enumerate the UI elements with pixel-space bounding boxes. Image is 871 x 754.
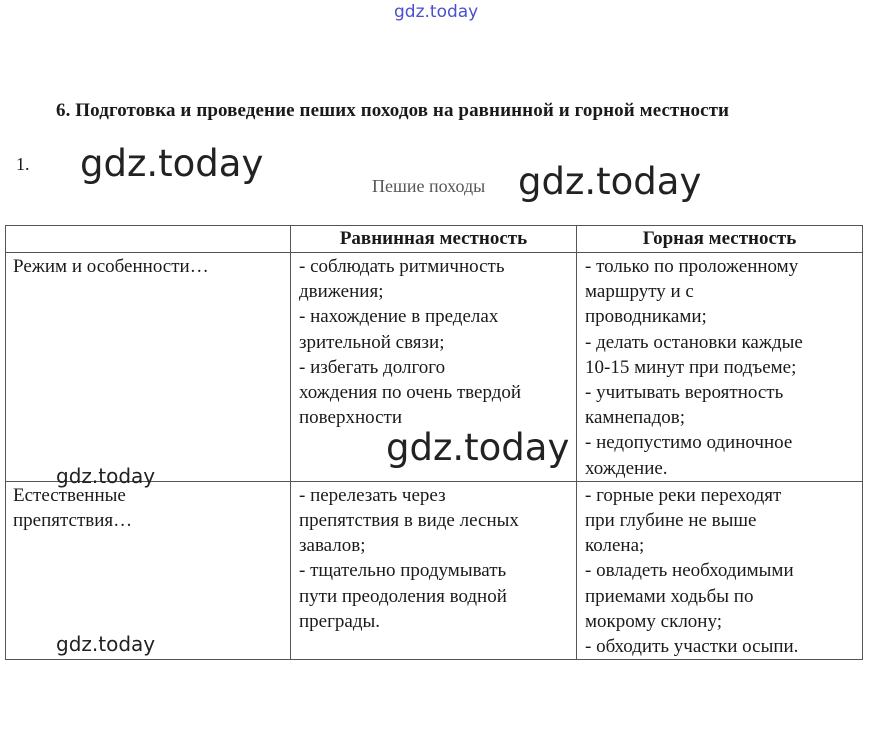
list-line: - избегать долгого <box>299 356 446 378</box>
header-mountain-terrain: Горная местность <box>577 226 863 253</box>
list-line: приемами ходьбы по <box>585 585 754 607</box>
task-number: 1. <box>16 154 30 174</box>
table-caption: Пешие походы <box>372 176 486 196</box>
mountain-cell <box>577 481 863 659</box>
list-line: мокрому склону; <box>585 610 723 632</box>
list-line: 10-15 минут при подъеме; <box>585 356 797 378</box>
list-line: при глубине не выше <box>585 510 757 532</box>
section-title: 6. Подготовка и проведение пеших походов на равнинной и горной местности <box>56 100 730 121</box>
watermark-small: gdz.today <box>56 464 156 488</box>
list-line: поверхности <box>299 407 403 429</box>
list-line: - учитывать вероятность <box>585 382 784 404</box>
plain-cell <box>291 481 577 659</box>
list-line: - горные реки переходят <box>585 484 782 506</box>
list-line: - перелезать через <box>299 484 446 506</box>
list-line: - тщательно продумывать <box>299 560 507 582</box>
row-label-text: Естественные <box>13 484 126 506</box>
watermark-large: gdz.today <box>386 426 570 469</box>
list-line: движения; <box>299 281 384 303</box>
watermark-large: gdz.today <box>518 160 702 203</box>
watermark-small: gdz.today <box>56 632 156 656</box>
list-line: - только по проложенному <box>585 256 799 277</box>
list-line: - делать остановки каждые <box>585 331 803 353</box>
mountain-cell <box>577 253 863 482</box>
list-line: колена; <box>585 535 645 557</box>
list-line: преграды. <box>299 610 381 632</box>
table-header-row <box>6 226 863 253</box>
list-line: маршруту и с <box>585 281 694 303</box>
list-line: завалов; <box>299 535 366 557</box>
row-label-text: Режим и особенности… <box>13 256 209 277</box>
list-line: хождение. <box>585 457 668 479</box>
list-line: хождения по очень твердой <box>299 382 522 404</box>
list-line: - соблюдать ритмичность <box>299 256 505 277</box>
list-line: - нахождение в пределах <box>299 306 499 328</box>
watermark-large: gdz.today <box>80 142 264 185</box>
row-label-text: препятствия… <box>13 510 133 532</box>
list-line: препятствия в виде лесных <box>299 510 519 532</box>
list-line: пути преодоления водной <box>299 585 507 607</box>
list-line: - овладеть необходимыми <box>585 560 794 582</box>
list-line: камнепадов; <box>585 407 686 429</box>
list-line: - недопустимо одиночное <box>585 432 793 454</box>
header-empty-cell <box>6 226 291 253</box>
header-plain-terrain: Равнинная местность <box>291 226 577 253</box>
watermark-top: gdz.today <box>394 2 479 22</box>
row-label-regime <box>6 253 291 482</box>
list-line: проводниками; <box>585 306 707 328</box>
list-line: - обходить участки осыпи. <box>585 636 799 658</box>
list-line: зрительной связи; <box>299 331 445 353</box>
